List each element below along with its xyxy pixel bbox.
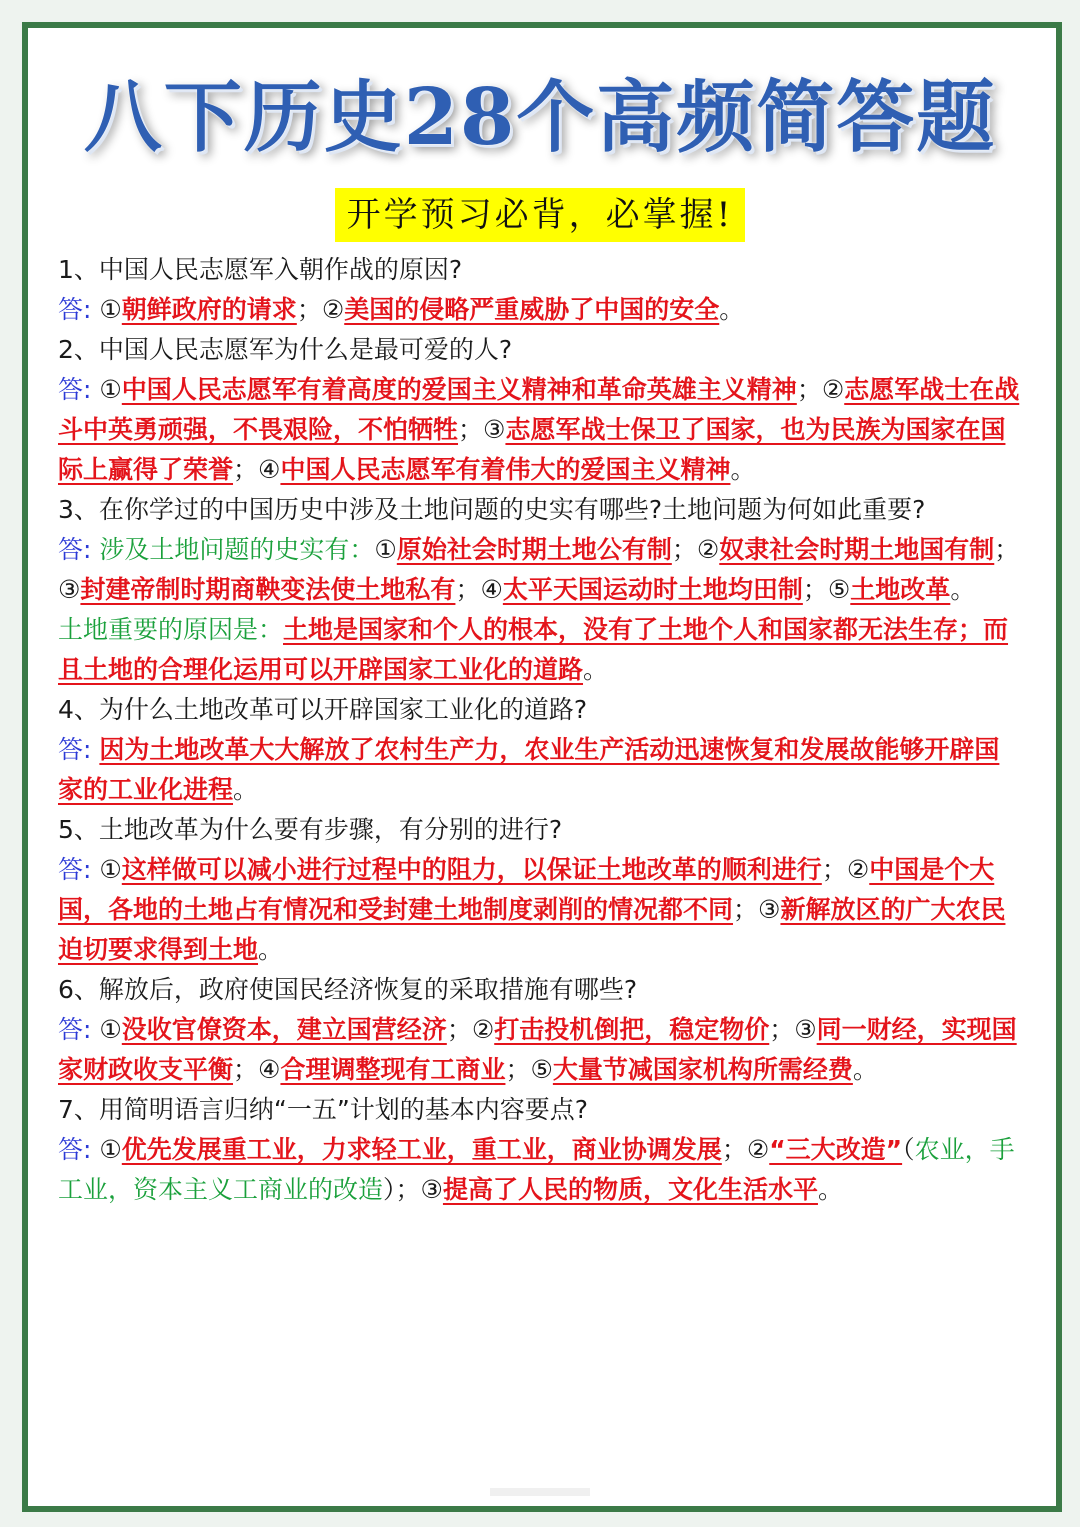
answer-key-point: “三大改造”: [769, 1135, 903, 1164]
answer-text: ①: [99, 855, 122, 884]
subtitle-wrap: [0, 188, 1080, 242]
answer-text: ；③: [733, 895, 781, 924]
answer-text: ；③: [58, 535, 1020, 604]
subtitle-highlight: 开学预习必背，必掌握!: [335, 188, 746, 242]
answer-key-point: 中国人民志愿军有着伟大的爱国主义精神: [280, 455, 731, 484]
answer-text: ；④: [233, 1055, 281, 1084]
answer-key-point: 志愿军战士保卫了国家，也为民族为国家在国际上赢得了荣誉: [58, 415, 1006, 484]
answer-key-point: 美国的侵略严重威胁了中国的安全: [344, 295, 720, 324]
answer-key-point: 提高了人民的物质，文化生活水平: [442, 1175, 818, 1204]
answer-key-point: 中国是个大国，各地的土地占有情况和受封建土地制度剥削的情况都不同: [58, 855, 995, 924]
answer-text: ①: [99, 375, 122, 404]
answer-paragraph: [58, 1010, 1024, 1090]
answer-text: （: [902, 1135, 915, 1164]
answer-label: 答:: [58, 535, 100, 564]
answer-key-point: 这样做可以减小进行过程中的阻力，以保证土地改革的顺利进行: [121, 855, 822, 884]
answer-label: 答:: [58, 735, 100, 764]
answer-key-point: 没收官僚资本，建立国营经济: [121, 1015, 447, 1044]
answer-label: 答:: [58, 375, 100, 404]
answer-key-point: 封建帝制时期商鞅变法使土地私有: [80, 575, 456, 604]
question-text: 3、在你学过的中国历史中涉及土地问题的史实有哪些?土地问题为何如此重要?: [58, 495, 926, 524]
answer-text: 。: [817, 1175, 843, 1204]
answer-note: 涉及土地问题的史实有：: [99, 535, 375, 564]
answer-paragraph: [58, 370, 1024, 490]
answer-key-point: 因为土地改革大大解放了农村生产力，农业生产活动迅速恢复和发展故能够开辟国家的工业化进程: [58, 735, 1000, 804]
qa-list: [58, 250, 1024, 1210]
answer-text: ；②: [446, 1015, 495, 1044]
answer-note: 土地重要的原因是：: [58, 615, 284, 644]
answer-key-point: 大量节减国家机构所需经费: [552, 1055, 853, 1084]
answer-text: ①: [99, 1015, 122, 1044]
footer-watermark: [490, 1488, 590, 1496]
answer-paragraph: [58, 530, 1024, 610]
answer-key-point: 奴隶社会时期土地国有制: [719, 535, 995, 564]
answer-paragraph: [58, 730, 1024, 810]
answer-text: ①: [374, 535, 397, 564]
answer-text: 。: [950, 575, 976, 604]
answer-key-point: 同一财经，实现国家财政收支平衡: [58, 1015, 1017, 1084]
answer-text: ；③: [458, 415, 506, 444]
answer-key-point: 中国人民志愿军有着高度的爱国主义精神和革命英雄主义精神: [121, 375, 797, 404]
answer-text: ；②: [821, 855, 870, 884]
page-title: 八下历史28个高频简答题: [83, 72, 997, 163]
answer-note: 农业，手工业，资本主义工商业的改造: [58, 1135, 1015, 1204]
answer-key-point: 太平天国运动时土地均田制: [502, 575, 803, 604]
answer-text: ①: [99, 295, 122, 324]
answer-label: 答:: [58, 1135, 100, 1164]
answer-key-point: 土地是国家和个人的根本，没有了土地个人和国家都无法生存；而且土地的合理化运用可以开辟国家工业化的道路: [58, 615, 1009, 684]
answer-text: ①: [99, 1135, 122, 1164]
answer-text: ；④: [233, 455, 281, 484]
answer-text: ；②: [671, 535, 720, 564]
question-text: 4、为什么土地改革可以开辟国家工业化的道路?: [58, 695, 588, 724]
question-text: 5、土地改革为什么要有步骤，有分别的进行?: [58, 815, 563, 844]
answer-text: 。: [583, 655, 609, 684]
answer-text: ；⑤: [802, 575, 851, 604]
answer-text: 。: [258, 935, 284, 964]
question-text: 2、中国人民志愿军为什么是最可爱的人?: [58, 335, 513, 364]
answer-label: 答:: [58, 1015, 100, 1044]
answer-key-point: 朝鲜政府的请求: [121, 295, 297, 324]
answer-text: 。: [719, 295, 745, 324]
answer-label: 答:: [58, 855, 100, 884]
answer-text: ；④: [455, 575, 503, 604]
answer-paragraph: [58, 1130, 1024, 1210]
answer-text: ；⑤: [505, 1055, 553, 1084]
answer-paragraph: [58, 850, 1024, 970]
answer-key-point: 土地改革: [850, 575, 951, 604]
answer-key-point: 志愿军战士在战斗中英勇顽强，不畏艰险，不怕牺牲: [58, 375, 1020, 444]
answer-key-point: 优先发展重工业，力求轻工业，重工业，商业协调发展: [121, 1135, 722, 1164]
answer-paragraph: [58, 290, 1024, 330]
answer-text: 。: [852, 1055, 878, 1084]
answer-label: 答:: [58, 295, 100, 324]
answer-paragraph: [58, 610, 1024, 690]
answer-text: ；②: [721, 1135, 770, 1164]
answer-text: ）；③: [383, 1175, 443, 1204]
question-text: 1、中国人民志愿军入朝作战的原因?: [58, 255, 463, 284]
answer-text: 。: [730, 455, 756, 484]
answer-text: ；②: [296, 295, 345, 324]
answer-key-point: 打击投机倒把，稳定物价: [494, 1015, 770, 1044]
answer-key-point: 新解放区的广大农民迫切要求得到土地: [58, 895, 1006, 964]
answer-key-point: 原始社会时期土地公有制: [396, 535, 672, 564]
answer-text: ；③: [769, 1015, 817, 1044]
question-text: 6、解放后，政府使国民经济恢复的采取措施有哪些?: [58, 975, 638, 1004]
answer-text: ；②: [796, 375, 845, 404]
answer-text: 。: [233, 775, 259, 804]
question-text: 7、用简明语言归纳“一五”计划的基本内容要点?: [58, 1095, 589, 1124]
answer-key-point: 合理调整现有工商业: [280, 1055, 506, 1084]
